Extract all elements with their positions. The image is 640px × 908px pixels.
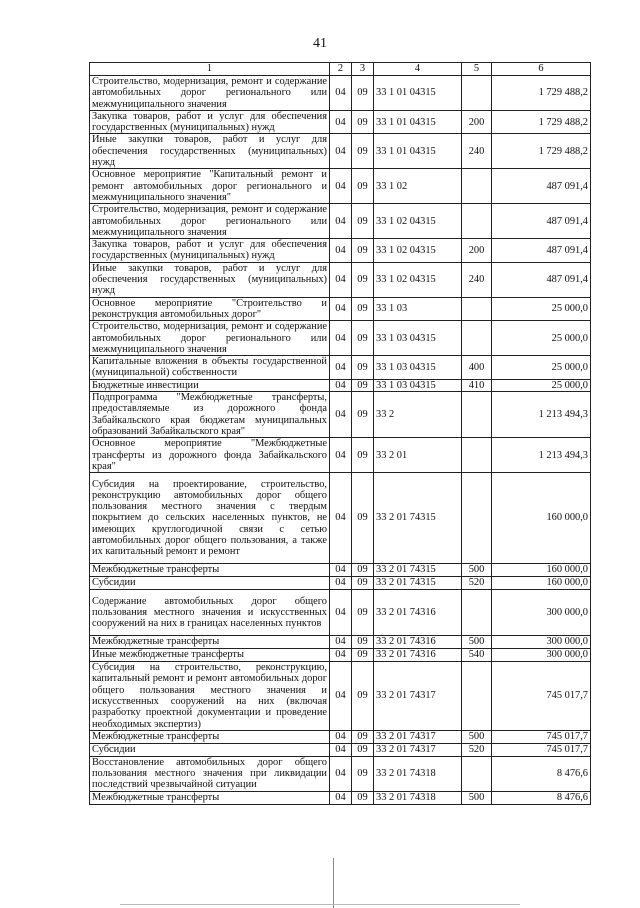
table-row [90, 636, 591, 649]
row-subsection: 09 [352, 636, 374, 649]
table-row [90, 297, 591, 321]
row-target-code: 33 2 01 74317 [374, 662, 462, 731]
row-subsection: 09 [352, 110, 374, 134]
row-subsection: 09 [352, 662, 374, 731]
row-amount: 487 091,4 [492, 239, 591, 263]
row-name: Строительство, модернизация, ремонт и содержание автомобильных дорог регионального или межмуниципального значения [90, 204, 330, 239]
row-subsection: 09 [352, 392, 374, 438]
row-target-code: 33 1 03 [374, 297, 462, 321]
row-expense-type: 240 [462, 262, 492, 297]
row-expense-type: 400 [462, 356, 492, 380]
row-target-code: 33 1 03 04315 [374, 356, 462, 380]
row-target-code: 33 2 01 74318 [374, 791, 462, 804]
row-subsection: 09 [352, 791, 374, 804]
row-section: 04 [330, 262, 352, 297]
row-amount: 25 000,0 [492, 297, 591, 321]
row-expense-type: 500 [462, 730, 492, 743]
table-row [90, 356, 591, 380]
row-section: 04 [330, 379, 352, 391]
row-name: Субсидии [90, 577, 330, 590]
row-expense-type [462, 321, 492, 356]
table-row [90, 662, 591, 731]
row-target-code: 33 2 01 74316 [374, 590, 462, 636]
row-section: 04 [330, 662, 352, 731]
row-expense-type: 540 [462, 649, 492, 662]
row-expense-type: 200 [462, 239, 492, 263]
row-subsection: 09 [352, 730, 374, 743]
row-name: Основное мероприятие "Строительство и реконструкция автомобильных дорог" [90, 297, 330, 321]
budget-table [89, 62, 591, 805]
row-name: Межбюджетные трансферты [90, 730, 330, 743]
table-row [90, 590, 591, 636]
table-row [90, 743, 591, 756]
row-section: 04 [330, 743, 352, 756]
row-section: 04 [330, 636, 352, 649]
row-name: Подпрограмма "Межбюджетные трансферты, предоставляемые из дорожного фонда Забайкальского края бюджетам муниципальных образований Забайкальского края" [90, 392, 330, 438]
row-subsection: 09 [352, 262, 374, 297]
row-name: Субсидия на проектирование, строительство, реконструкцию автомобильных дорог общего пользования местного значения с твердым покрытием до сельских населенных пунктов, не имеющих круглогодичной связи с сетью автомобильных дорог общего пользования, а также их капитальный ремонт и ремонт [90, 473, 330, 564]
row-expense-type: 500 [462, 791, 492, 804]
row-amount: 160 000,0 [492, 577, 591, 590]
row-amount: 300 000,0 [492, 590, 591, 636]
row-section: 04 [330, 756, 352, 791]
table-row [90, 730, 591, 743]
header-col-section: 2 [330, 63, 352, 76]
row-amount: 745 017,7 [492, 730, 591, 743]
row-amount: 160 000,0 [492, 473, 591, 564]
row-name: Межбюджетные трансферты [90, 791, 330, 804]
row-name: Бюджетные инвестиции [90, 379, 330, 391]
row-target-code: 33 2 01 74317 [374, 730, 462, 743]
table-row [90, 76, 591, 111]
row-target-code: 33 2 01 74316 [374, 636, 462, 649]
table-row [90, 134, 591, 169]
row-name: Субсидия на строительство, реконструкцию, капитальный ремонт и ремонт автомобильных дорог общего пользования местного значения и искусственных сооружений на них (включая разработку проектной документации и проведение необходимых экспертиз) [90, 662, 330, 731]
row-expense-type [462, 297, 492, 321]
row-subsection: 09 [352, 76, 374, 111]
row-amount: 745 017,7 [492, 743, 591, 756]
row-target-code: 33 2 01 74316 [374, 649, 462, 662]
scan-artifact-line [120, 904, 520, 905]
row-amount: 25 000,0 [492, 321, 591, 356]
row-target-code: 33 2 01 74315 [374, 564, 462, 577]
row-amount: 8 476,6 [492, 791, 591, 804]
row-expense-type [462, 392, 492, 438]
row-subsection: 09 [352, 169, 374, 204]
row-target-code: 33 1 02 [374, 169, 462, 204]
row-subsection: 09 [352, 356, 374, 380]
table-row [90, 577, 591, 590]
row-name: Иные закупки товаров, работ и услуг для обеспечения государственных (муниципальных) нужд [90, 134, 330, 169]
row-amount: 1 729 488,2 [492, 110, 591, 134]
row-section: 04 [330, 76, 352, 111]
row-amount: 1 213 494,3 [492, 438, 591, 473]
row-expense-type [462, 169, 492, 204]
row-target-code: 33 2 01 74318 [374, 756, 462, 791]
row-expense-type: 410 [462, 379, 492, 391]
row-amount: 487 091,4 [492, 262, 591, 297]
table-row [90, 239, 591, 263]
row-amount: 160 000,0 [492, 564, 591, 577]
row-section: 04 [330, 473, 352, 564]
row-subsection: 09 [352, 756, 374, 791]
row-amount: 8 476,6 [492, 756, 591, 791]
row-expense-type [462, 204, 492, 239]
row-amount: 300 000,0 [492, 636, 591, 649]
row-expense-type [462, 590, 492, 636]
row-amount: 25 000,0 [492, 356, 591, 380]
row-subsection: 09 [352, 438, 374, 473]
header-col-name: 1 [90, 63, 330, 76]
row-expense-type: 500 [462, 564, 492, 577]
row-name: Капитальные вложения в объекты государственной (муниципальной) собственности [90, 356, 330, 380]
header-col-target-code: 4 [374, 63, 462, 76]
row-target-code: 33 1 03 04315 [374, 321, 462, 356]
table-row [90, 321, 591, 356]
row-subsection: 09 [352, 473, 374, 564]
row-amount: 300 000,0 [492, 649, 591, 662]
row-section: 04 [330, 239, 352, 263]
row-amount: 25 000,0 [492, 379, 591, 391]
header-col-amount: 6 [492, 63, 591, 76]
row-target-code: 33 1 02 04315 [374, 239, 462, 263]
scan-artifact-line [333, 858, 334, 908]
row-expense-type: 240 [462, 134, 492, 169]
row-expense-type [462, 756, 492, 791]
row-section: 04 [330, 169, 352, 204]
row-section: 04 [330, 204, 352, 239]
row-subsection: 09 [352, 204, 374, 239]
row-name: Закупка товаров, работ и услуг для обеспечения государственных (муниципальных) нужд [90, 239, 330, 263]
row-amount: 1 213 494,3 [492, 392, 591, 438]
table-header-row [90, 63, 591, 76]
table-row [90, 649, 591, 662]
row-target-code: 33 1 02 04315 [374, 262, 462, 297]
table-row [90, 110, 591, 134]
row-expense-type: 200 [462, 110, 492, 134]
row-expense-type [462, 662, 492, 731]
row-section: 04 [330, 590, 352, 636]
table-row [90, 473, 591, 564]
row-amount: 487 091,4 [492, 204, 591, 239]
row-amount: 487 091,4 [492, 169, 591, 204]
row-target-code: 33 1 03 04315 [374, 379, 462, 391]
row-target-code: 33 2 01 74315 [374, 577, 462, 590]
table-row [90, 204, 591, 239]
row-section: 04 [330, 134, 352, 169]
row-section: 04 [330, 392, 352, 438]
row-target-code: 33 2 01 [374, 438, 462, 473]
row-amount: 1 729 488,2 [492, 76, 591, 111]
row-section: 04 [330, 649, 352, 662]
row-subsection: 09 [352, 297, 374, 321]
row-subsection: 09 [352, 321, 374, 356]
row-expense-type: 500 [462, 636, 492, 649]
row-subsection: 09 [352, 577, 374, 590]
row-expense-type [462, 76, 492, 111]
row-target-code: 33 1 01 04315 [374, 110, 462, 134]
table-row [90, 791, 591, 804]
row-name: Содержание автомобильных дорог общего пользования местного значения и искусственных сооружений на них в границах населенных пунктов [90, 590, 330, 636]
page-number: 41 [313, 36, 327, 51]
row-section: 04 [330, 297, 352, 321]
table-row [90, 756, 591, 791]
row-name: Восстановление автомобильных дорог общего пользования местного значения при ликвидации последствий чрезвычайной ситуации [90, 756, 330, 791]
row-target-code: 33 2 [374, 392, 462, 438]
table-row [90, 379, 591, 391]
row-target-code: 33 1 01 04315 [374, 76, 462, 111]
table-row [90, 262, 591, 297]
row-name: Строительство, модернизация, ремонт и содержание автомобильных дорог регионального или межмуниципального значения [90, 76, 330, 111]
table-row [90, 169, 591, 204]
row-section: 04 [330, 791, 352, 804]
row-subsection: 09 [352, 564, 374, 577]
row-name: Основное мероприятие "Межбюджетные трансферты из дорожного фонда Забайкальского края" [90, 438, 330, 473]
row-target-code: 33 1 02 04315 [374, 204, 462, 239]
header-col-subsection: 3 [352, 63, 374, 76]
row-subsection: 09 [352, 649, 374, 662]
row-subsection: 09 [352, 743, 374, 756]
row-name: Закупка товаров, работ и услуг для обеспечения государственных (муниципальных) нужд [90, 110, 330, 134]
table-row [90, 392, 591, 438]
table-row [90, 564, 591, 577]
row-subsection: 09 [352, 590, 374, 636]
row-section: 04 [330, 564, 352, 577]
row-expense-type: 520 [462, 743, 492, 756]
row-subsection: 09 [352, 239, 374, 263]
row-subsection: 09 [352, 134, 374, 169]
row-target-code: 33 2 01 74315 [374, 473, 462, 564]
row-name: Межбюджетные трансферты [90, 564, 330, 577]
row-subsection: 09 [352, 379, 374, 391]
row-name: Основное мероприятие "Капитальный ремонт и ремонт автомобильных дорог регионального и межмуниципального значения" [90, 169, 330, 204]
row-name: Иные закупки товаров, работ и услуг для обеспечения государственных (муниципальных) нужд [90, 262, 330, 297]
row-expense-type [462, 438, 492, 473]
row-section: 04 [330, 730, 352, 743]
row-section: 04 [330, 110, 352, 134]
row-section: 04 [330, 321, 352, 356]
header-col-expense-type: 5 [462, 63, 492, 76]
row-target-code: 33 2 01 74317 [374, 743, 462, 756]
row-amount: 745 017,7 [492, 662, 591, 731]
row-name: Субсидии [90, 743, 330, 756]
row-section: 04 [330, 438, 352, 473]
row-name: Иные межбюджетные трансферты [90, 649, 330, 662]
row-section: 04 [330, 577, 352, 590]
row-name: Строительство, модернизация, ремонт и содержание автомобильных дорог регионального или межмуниципального значения [90, 321, 330, 356]
table-row [90, 438, 591, 473]
row-expense-type [462, 473, 492, 564]
row-expense-type: 520 [462, 577, 492, 590]
row-target-code: 33 1 01 04315 [374, 134, 462, 169]
row-name: Межбюджетные трансферты [90, 636, 330, 649]
row-section: 04 [330, 356, 352, 380]
row-amount: 1 729 488,2 [492, 134, 591, 169]
